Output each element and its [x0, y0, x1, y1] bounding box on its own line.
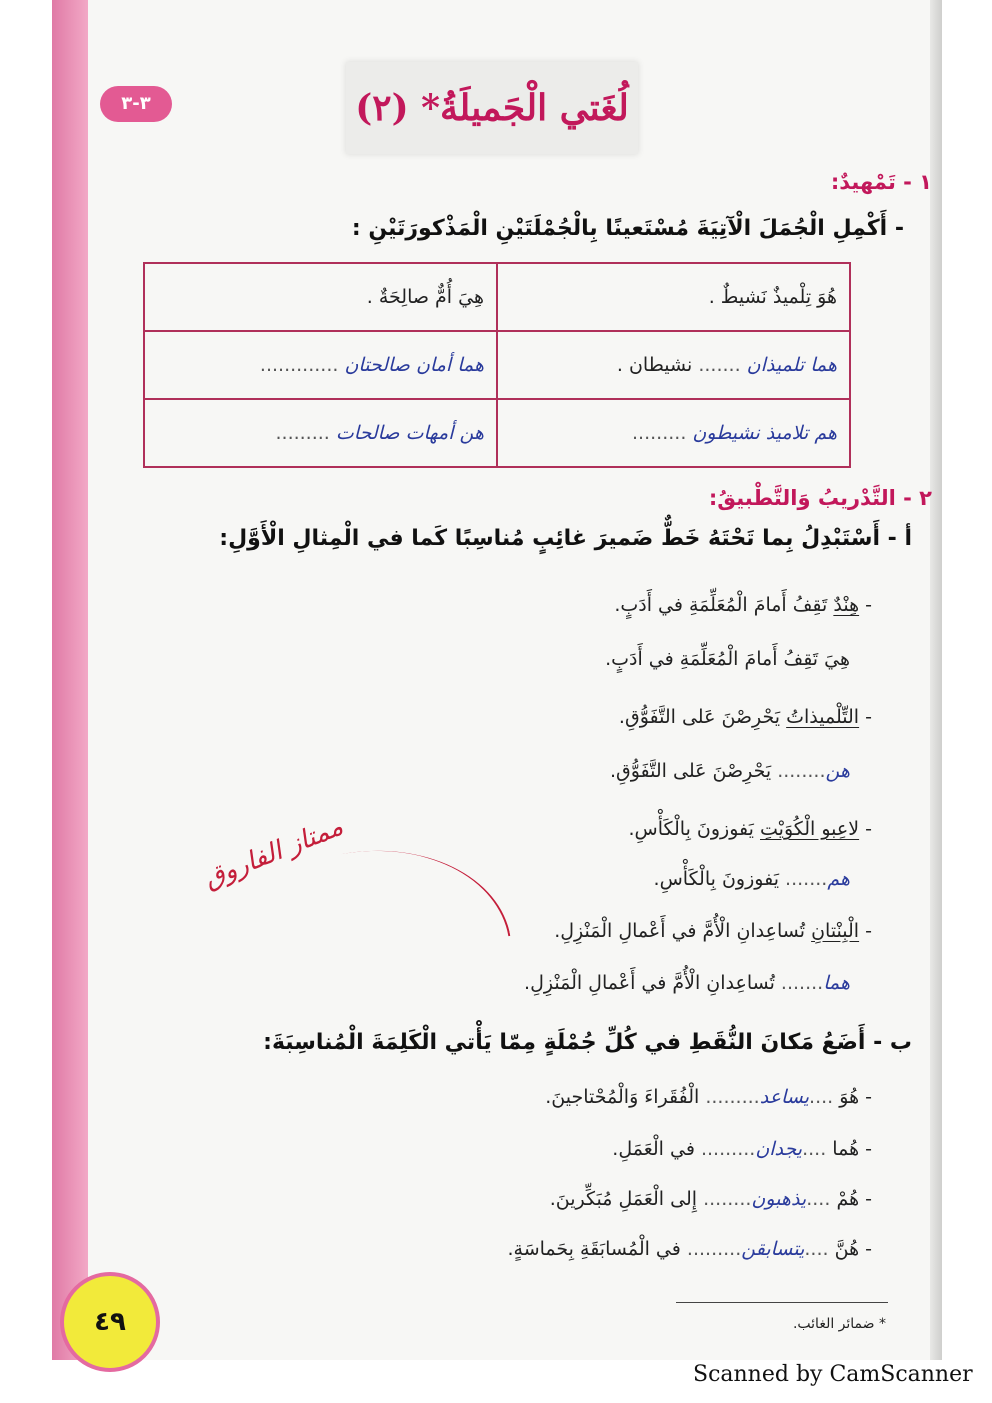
teacher-grade-mark: ممتاز الفاروق [199, 811, 348, 895]
list-item[interactable]: - هُما ....يجدان......... في الْعَمَلِ. [612, 1138, 872, 1160]
list-item[interactable]: - هُمْ ....يذهبون........ إِلى الْعَمَلِ مُبَكِّرينَ. [549, 1188, 872, 1210]
table-cell-answer[interactable]: هم تلاميذ نشيطون ......... [497, 399, 850, 467]
list-item[interactable]: - هُوَ ....يساعد......... الْفُقَراءَ وَالْمُحْتاجينَ. [545, 1086, 872, 1108]
handwritten-answer: هن [825, 760, 850, 782]
underlined-subject: لاعِبو الْكُوَيْتِ [760, 818, 860, 840]
section1-heading: ١ - تَمْهيدٌ: [830, 170, 932, 194]
part-b-instruction: ب - أَضَعُ مَكانَ النُّقَطِ في كُلِّ جُمْلَةٍ مِمّا يَأْتي الْكَلِمَةَ الْمُناسِبَةَ: [263, 1030, 912, 1055]
table-row [144, 331, 850, 399]
page-margin-band [52, 0, 88, 1360]
handwritten-answer: يجدان [755, 1138, 803, 1160]
lesson-number-badge: ٣-٣ [100, 86, 172, 122]
list-item: - الْبِنْتانِ تُساعِدانِ الْأُمَّ في أَعْمالِ الْمَنْزِلِ. [554, 920, 872, 942]
list-item[interactable]: - هُنَّ ....يتسابقن......... في الْمُسابَقَةِ بِحَماسَةٍ. [507, 1238, 872, 1260]
handwritten-answer: يساعد [759, 1086, 810, 1108]
answer-line[interactable]: هما....... تُساعِدانِ الْأُمَّ في أَعْمالِ الْمَنْزِلِ. [524, 972, 850, 994]
page-title: لُغَتي الْجَميلَةُ* (٢) [346, 62, 638, 154]
handwritten-answer: هم تلاميذ نشيطون [692, 422, 837, 444]
table-cell-answer[interactable]: هن أمهات صالحات ......... [144, 399, 497, 467]
handwritten-answer: هم [827, 868, 850, 890]
pronoun-table [143, 262, 851, 468]
underlined-subject: الْبِنْتانِ [811, 920, 860, 942]
handwritten-answer: يتسابقن [741, 1238, 805, 1260]
table-cell-he: هُوَ تِلْميذٌ نَشيطٌ . [497, 263, 850, 331]
answer-line[interactable]: هِيَ تَقِفُ أَمامَ الْمُعَلِّمَةِ في أَدَبٍ. [605, 648, 850, 670]
answer-line[interactable]: هن........ يَحْرِصْنَ عَلى التَّفَوُّقِ. [609, 760, 850, 782]
table-cell-answer[interactable]: هما أمان صالحتان ............. [144, 331, 497, 399]
table-row [144, 399, 850, 467]
scanner-watermark: Scanned by CamScanner [693, 1362, 973, 1387]
handwritten-answer: هن أمهات صالحات [335, 422, 484, 444]
footnote: * ضمائر الغائب. [792, 1316, 886, 1332]
footnote-divider [676, 1302, 888, 1303]
handwritten-answer: هما [823, 972, 850, 994]
answer-line[interactable]: هم....... يَفوزونَ بِالْكَأْسِ. [653, 868, 850, 890]
table-row [144, 263, 850, 331]
handwritten-answer: هما تلميذان [746, 354, 837, 376]
underlined-subject: هِنْدٌ [833, 594, 860, 616]
list-item: - التِّلْميذاتُ يَحْرِصْنَ عَلى التَّفَوُّقِ. [618, 706, 872, 728]
list-item: - لاعِبو الْكُوَيْتِ يَفوزونَ بِالْكَأْسِ. [628, 818, 872, 840]
handwritten-answer: يذهبون [751, 1188, 807, 1210]
part-a-instruction: أ - أَسْتَبْدِلُ بِما تَحْتَهُ خَطٌّ ضَميرَ غائِبٍ مُناسِبًا كَما في الْمِثالِ الْأَوَّلِ: [219, 526, 912, 551]
table-cell-answer[interactable]: هما تلميذان ....... نشيطان . [497, 331, 850, 399]
section2-heading: ٢ - التَّدْريبُ وَالتَّطْبيقُ: [708, 486, 932, 510]
section1-instruction: - أَكْمِلِ الْجُمَلَ الْآتِيَةَ مُسْتَعينًا بِالْجُمْلَتَيْنِ الْمَذْكورَتَيْنِ : [351, 216, 904, 241]
page-edge-shadow [930, 0, 942, 1360]
underlined-subject: التِّلْميذاتُ [786, 706, 860, 728]
page-number-badge: ٤٩ [60, 1272, 160, 1372]
list-item: - هِنْدٌ تَقِفُ أَمامَ الْمُعَلِّمَةِ في أَدَبٍ. [614, 594, 872, 616]
table-cell-she: هِيَ أُمٌّ صالِحَةٌ . [144, 263, 497, 331]
handwritten-answer: هما أمان صالحتان [344, 354, 484, 376]
